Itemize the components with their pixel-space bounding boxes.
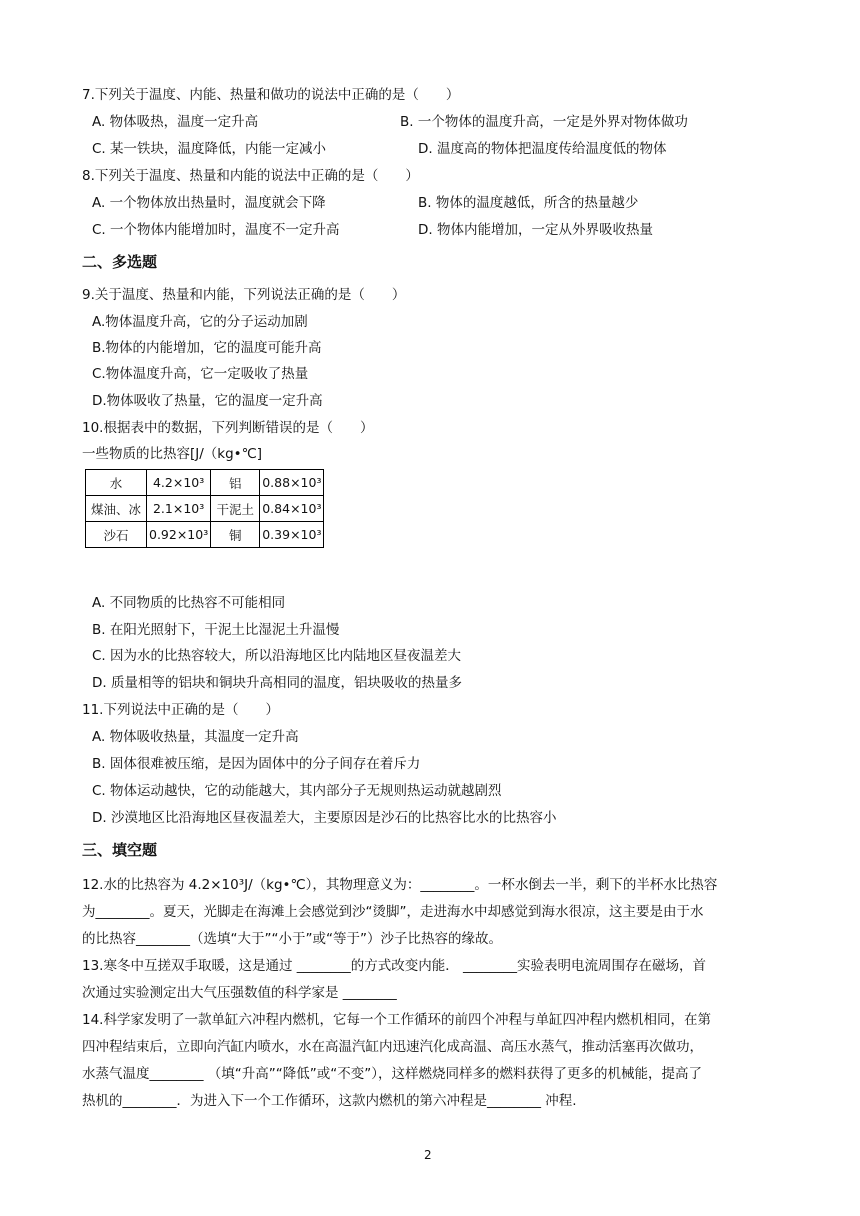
question-8-option-d: D. 物体内能增加，一定从外界吸收热量 <box>418 222 653 238</box>
specific-heat-table <box>85 469 324 548</box>
question-11-option-c: C. 物体运动越快，它的动能越大，其内部分子无规则热运动就越剧烈 <box>92 783 502 799</box>
question-7-option-d: D. 温度高的物体把温度传给温度低的物体 <box>418 141 667 157</box>
table-cell: 0.92×10³ <box>147 522 211 548</box>
question-9-option-c: C.物体温度升高，它一定吸收了热量 <box>92 366 309 382</box>
table-cell: 煤油、冰 <box>86 496 147 522</box>
question-11-option-d: D. 沙漠地区比沿海地区昼夜温差大，主要原因是沙石的比热容比水的比热容小 <box>92 810 557 826</box>
question-11-option-b: B. 固体很难被压缩，是因为固体中的分子间存在着斥力 <box>92 756 421 772</box>
question-8-option-a: A. 一个物体放出热量时，温度就会下降 <box>92 195 326 211</box>
question-7-option-c: C. 某一铁块，温度降低，内能一定减小 <box>92 141 327 157</box>
question-10-option-c: C. 因为水的比热容较大，所以沿海地区比内陆地区昼夜温差大 <box>92 648 462 664</box>
question-9-option-d: D.物体吸收了热量，它的温度一定升高 <box>92 393 323 409</box>
table-cell: 0.84×10³ <box>260 496 324 522</box>
question-9-stem: 9.关于温度、热量和内能，下列说法正确的是（ ） <box>82 287 406 303</box>
question-11-option-a: A. 物体吸收热量，其温度一定升高 <box>92 729 299 745</box>
question-13-line-2: 次通过实验测定出大气压强数值的科学家是 ________ <box>82 985 397 1001</box>
table-cell: 铜 <box>211 522 260 548</box>
question-14-line-2: 四冲程结束后，立即向汽缸内喷水，水在高温汽缸内迅速汽化成高温、高压水蒸气，推动活塞再次做功， <box>82 1039 703 1055</box>
question-8-stem: 8.下列关于温度、热量和内能的说法中正确的是（ ） <box>82 168 419 184</box>
question-10-option-d: D. 质量相等的铝块和铜块升高相同的温度，铝块吸收的热量多 <box>92 675 462 691</box>
question-10-option-b: B. 在阳光照射下，干泥土比湿泥土升温慢 <box>92 622 340 638</box>
question-11-stem: 11.下列说法中正确的是（ ） <box>82 702 279 718</box>
question-14-line-4: 热机的________．为进入下一个工作循环，这款内燃机的第六冲程是________ 冲程. <box>82 1093 577 1109</box>
table-cell: 4.2×10³ <box>147 470 211 496</box>
question-7-option-a: A. 物体吸热，温度一定升高 <box>92 114 259 130</box>
question-14-line-3: 水蒸气温度________ （填“升高”“降低”或“不变”），这样燃烧同样多的燃料获得了更多的机械能，提高了 <box>82 1066 703 1082</box>
page-number: 2 <box>424 1148 432 1162</box>
table-cell: 水 <box>86 470 147 496</box>
table-cell: 2.1×10³ <box>147 496 211 522</box>
question-13-line-1: 13.寒冬中互搓双手取暖，这是通过 ________的方式改变内能． ________实验表明电流周围存在磁场，首 <box>82 958 707 974</box>
table-row <box>86 470 324 496</box>
table-cell: 干泥土 <box>211 496 260 522</box>
question-12-line-1: 12.水的比热容为 4.2×10³J/（kg•℃），其物理意义为：________。一杯水倒去一半，剩下的半杯水比热容 <box>82 877 718 893</box>
table-row <box>86 522 324 548</box>
question-7-option-b: B. 一个物体的温度升高，一定是外界对物体做功 <box>400 114 688 130</box>
table-cell: 0.88×10³ <box>260 470 324 496</box>
specific-heat-table-caption: 一些物质的比热容[J/（kg•℃] <box>82 446 263 462</box>
question-9-option-b: B.物体的内能增加，它的温度可能升高 <box>92 340 322 356</box>
question-10-option-a: A. 不同物质的比热容不可能相同 <box>92 595 286 611</box>
question-8-option-c: C. 一个物体内能增加时，温度不一定升高 <box>92 222 340 238</box>
question-12-line-3: 的比热容________（选填“大于”“小于”或“等于”）沙子比热容的缘故。 <box>82 931 502 947</box>
section-heading-multiple-choice: 二、多选题 <box>82 253 158 271</box>
section-heading-fill-in: 三、填空题 <box>82 841 158 859</box>
question-14-line-1: 14.科学家发明了一款单缸六冲程内燃机，它每一个工作循环的前四个冲程与单缸四冲程内燃机相同，在第 <box>82 1012 711 1028</box>
table-cell: 0.39×10³ <box>260 522 324 548</box>
table-cell: 沙石 <box>86 522 147 548</box>
question-12-line-2: 为________。夏天，光脚走在海滩上会感觉到沙“烫脚”，走进海水中却感觉到海水很凉，这主要是由于水 <box>82 904 704 920</box>
question-10-stem: 10.根据表中的数据，下列判断错误的是（ ） <box>82 420 374 436</box>
table-cell: 铝 <box>211 470 260 496</box>
question-8-option-b: B. 物体的温度越低，所含的热量越少 <box>418 195 639 211</box>
question-7-stem: 7.下列关于温度、内能、热量和做功的说法中正确的是（ ） <box>82 87 460 103</box>
question-9-option-a: A.物体温度升高，它的分子运动加剧 <box>92 314 308 330</box>
table-row <box>86 496 324 522</box>
